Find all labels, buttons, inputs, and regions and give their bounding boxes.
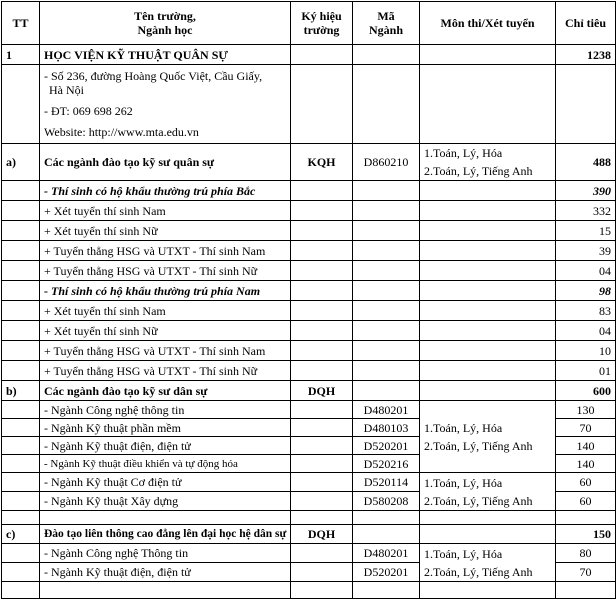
south-row-2-name: + Tuyển thẳng HSG và UTXT - Thí sinh Nam [40, 341, 291, 361]
section-b-row-5-ma: D580208 [353, 492, 420, 511]
section-b-row-0-value: 130 [556, 401, 616, 419]
table-row [2, 544, 616, 563]
school-address-line1: - Số 236, đường Hoàng Quốc Việt, Cầu Giấy, [44, 69, 263, 83]
table-row [2, 221, 616, 241]
spacer-row [2, 582, 616, 599]
header-name-line1: Tên trường, [134, 9, 196, 23]
section-c-row [2, 525, 616, 544]
south-row-1-name: + Xét tuyển thí sinh Nữ [40, 321, 291, 341]
school-info-row [2, 65, 616, 144]
south-total: 98 [556, 281, 616, 301]
north-row-0-value: 332 [556, 201, 616, 221]
section-b-row [2, 381, 616, 401]
section-b-mon-group2-line2: 2.Toán, Lý, Tiếng Anh [424, 493, 533, 508]
section-b-row-0-name: - Ngành Công nghệ thông tin [40, 401, 291, 419]
section-b-row-5-name: - Ngành Kỹ thuật Xây dựng [40, 492, 291, 511]
table-row [2, 473, 616, 492]
north-row-1-value: 15 [556, 221, 616, 241]
table-row [2, 241, 616, 261]
section-c-mon-1: 1.Toán, Lý, Hóa [424, 546, 503, 561]
north-row-3-name: + Tuyển thẳng HSG và UTXT - Thí sinh Nữ [40, 261, 291, 281]
section-a-ma: D860210 [353, 144, 420, 181]
section-b-row-5-value: 60 [556, 492, 616, 511]
spacer-row [2, 511, 616, 525]
south-row-3-name: + Tuyển thẳng HSG và UTXT - Thí sinh Nữ [40, 361, 291, 381]
section-c-title: Đào tạo liên thông cao đẳng lên đại học hệ dân sự [40, 525, 291, 544]
north-total: 390 [556, 181, 616, 201]
section-a-kyhieu: KQH [291, 144, 353, 181]
section-c-tt: c) [2, 525, 40, 544]
section-b-kyhieu: DQH [291, 381, 353, 401]
south-row-0-value: 83 [556, 301, 616, 321]
section-a-tt: a) [2, 144, 40, 181]
admission-table-sheet [1, 1, 615, 604]
section-c-row-1-ma: D520201 [353, 563, 420, 582]
section-b-row-4-ma: D520114 [353, 473, 420, 492]
section-b-tt: b) [2, 381, 40, 401]
section-b-row-1-value: 70 [556, 419, 616, 437]
header-name-line2: Ngành học [137, 23, 193, 37]
section-b-total: 600 [556, 381, 616, 401]
table-row [2, 401, 616, 419]
north-row-2-name: + Tuyển thẳng HSG và UTXT - Thí sinh Nam [40, 241, 291, 261]
table-row [2, 321, 616, 341]
north-title-row [2, 181, 616, 201]
header-ma-line2: Ngành [368, 23, 403, 37]
section-b-row-0-ma: D480201 [353, 401, 420, 419]
section-b-mon-group2 [420, 473, 556, 511]
section-b-row-1-ma: D480103 [353, 419, 420, 437]
section-c-row-0-ma: D480201 [353, 544, 420, 563]
school-phone: - ĐT: 069 698 262 [44, 104, 133, 118]
header-name [40, 2, 291, 45]
table-row [2, 341, 616, 361]
table-row [2, 301, 616, 321]
section-a-mon-1: 1.Toán, Lý, Hóa [424, 146, 503, 160]
header-ma-line1: Mã [377, 9, 395, 23]
section-b-row-2-ma: D520201 [353, 437, 420, 455]
section-c-mon-2: 2.Toán, Lý, Tiếng Anh [424, 564, 533, 579]
section-b-row-1-name: - Ngành Kỹ thuật phần mềm [40, 419, 291, 437]
south-row-2-value: 10 [556, 341, 616, 361]
section-b-row-4-value: 60 [556, 473, 616, 492]
header-tt: TT [2, 2, 40, 45]
south-title-row [2, 281, 616, 301]
section-c-row-1-name: - Ngành Kỹ thuật điện, điện tử [40, 563, 291, 582]
section-b-mon-group1-line2: 2.Toán, Lý, Tiếng Anh [424, 438, 533, 453]
admission-table [1, 1, 616, 599]
south-title: - Thí sinh có hộ khẩu thường trú phía Nam [40, 281, 291, 301]
school-website: Website: http://www.mta.edu.vn [44, 125, 199, 139]
section-b-row-4-name: - Ngành Kỹ thuật Cơ điện tử [40, 473, 291, 492]
section-a-total: 488 [556, 144, 616, 181]
section-a-mon [420, 144, 556, 181]
section-c-row-1-value: 70 [556, 563, 616, 582]
section-b-row-3-value: 140 [556, 455, 616, 473]
header-kyhieu-line2: trường [303, 23, 340, 37]
header-kyhieu [291, 2, 353, 45]
section-c-row-0-value: 80 [556, 544, 616, 563]
section-a-title: Các ngành đào tạo kỹ sư quân sự [40, 144, 291, 181]
north-row-2-value: 39 [556, 241, 616, 261]
table-row [2, 261, 616, 281]
table-row [2, 361, 616, 381]
school-total: 1238 [556, 45, 616, 65]
section-c-row-0-name: - Ngành Công nghệ Thông tin [40, 544, 291, 563]
header-row [2, 2, 616, 45]
section-c-mon [420, 544, 556, 582]
north-row-0-name: + Xét tuyển thí sinh Nam [40, 201, 291, 221]
section-b-title: Các ngành đào tạo kỹ sư dân sự [40, 381, 291, 401]
section-b-row-3-name: - Ngành Kỹ thuật điều khiển và tự động hóa [40, 455, 291, 473]
header-chitieu: Chỉ tiêu [556, 2, 616, 45]
south-row-1-value: 04 [556, 321, 616, 341]
header-mon: Môn thi/Xét tuyển [420, 2, 556, 45]
section-a-row [2, 144, 616, 181]
section-b-mon-group1-line1: 1.Toán, Lý, Hóa [424, 420, 503, 435]
section-b-row-2-name: - Ngành Kỹ thuật điện, điện tử [40, 437, 291, 455]
school-row [2, 45, 616, 65]
south-row-3-value: 01 [556, 361, 616, 381]
school-address-line2: Hà Nội [49, 83, 84, 97]
section-b-row-2-value: 140 [556, 437, 616, 455]
header-kyhieu-line1: Ký hiệu [301, 9, 342, 23]
section-a-mon-2: 2.Toán, Lý, Tiếng Anh [424, 164, 533, 178]
school-name: HỌC VIỆN KỸ THUẬT QUÂN SỰ [40, 45, 291, 65]
school-info [40, 65, 291, 144]
section-b-row-3-ma: D520216 [353, 455, 420, 473]
table-row [2, 201, 616, 221]
section-c-kyhieu: DQH [291, 525, 353, 544]
school-tt: 1 [2, 45, 40, 65]
north-title: - Thí sinh có hộ khẩu thường trú phía Bắc [40, 181, 291, 201]
header-ma [353, 2, 420, 45]
section-b-mon-group2-line1: 1.Toán, Lý, Hóa [424, 475, 503, 490]
north-row-3-value: 04 [556, 261, 616, 281]
section-c-total: 150 [556, 525, 616, 544]
north-row-1-name: + Xét tuyển thí sinh Nữ [40, 221, 291, 241]
south-row-0-name: + Xét tuyển thí sinh Nam [40, 301, 291, 321]
section-b-mon-group1 [420, 401, 556, 473]
